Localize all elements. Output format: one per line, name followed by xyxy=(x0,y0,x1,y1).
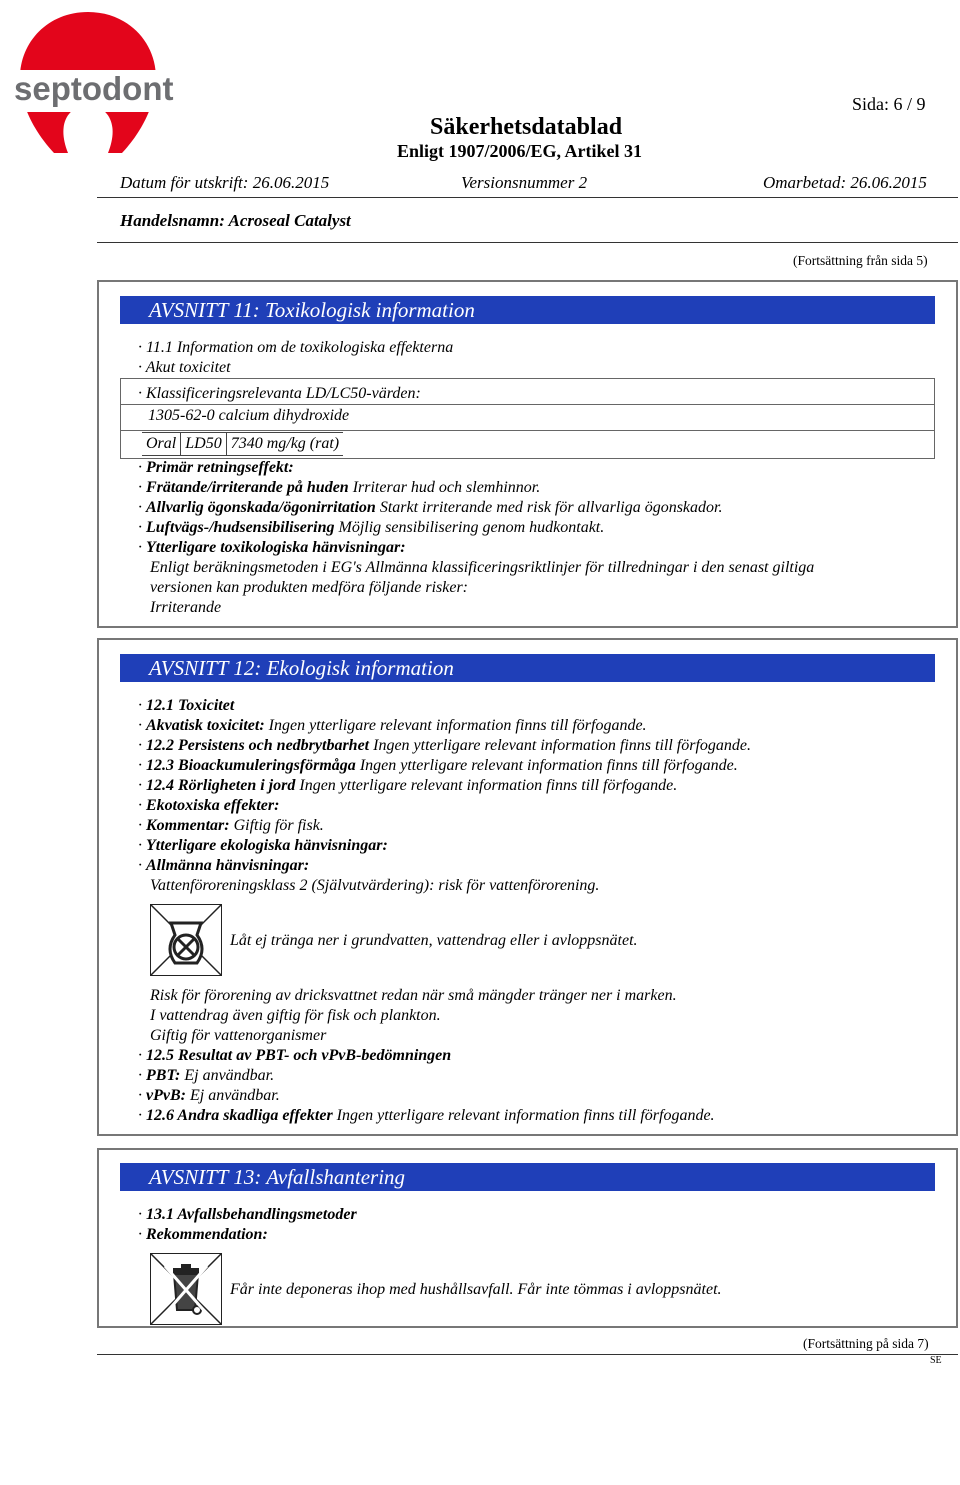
s11-para-1: Enligt beräkningsmetoden i EG's Allmänna klassificeringsriktlinjer för tillredningar i den senast giltiga xyxy=(150,559,815,576)
s12-line-8: · Ytterligare ekologiska hänvisningar: xyxy=(138,837,388,854)
s12-risk-1: Risk för förorening av dricksvattnet redan när små mängder tränger ner i marken. xyxy=(150,987,677,1004)
revised-date: Omarbetad: 26.06.2015 xyxy=(763,173,927,192)
crossed-bin-icon xyxy=(151,1254,221,1324)
s11-line-5: · Frätande/irriterande på huden Irriterar hud och slemhinnor. xyxy=(138,479,541,496)
s12-line-1: · 12.1 Toxicitet xyxy=(138,697,235,714)
s12-line-4: · 12.3 Bioackumuleringsförmåga Ingen ytterligare relevant information finns till förfogande. xyxy=(138,757,738,774)
s11-line-2: · Akut toxicitet xyxy=(138,359,231,376)
header-divider-2 xyxy=(97,242,958,243)
document-title: Säkerhetsdatablad xyxy=(430,114,623,140)
s12-line-14: · 12.6 Andra skadliga effekter Ingen ytterligare relevant information finns till förfogande. xyxy=(138,1107,715,1124)
page-number: Sida: 6 / 9 xyxy=(852,94,926,114)
s11-line-8: · Ytterligare toxikologiska hänvisningar: xyxy=(138,539,406,556)
ld50-route: Oral xyxy=(142,433,181,456)
s11-line-3: · Klassificeringsrelevanta LD/LC50-värden: xyxy=(138,385,421,402)
s11-line-6: · Allvarlig ögonskada/ögonirritation Starkt irriterande med risk för allvarliga ögonskador. xyxy=(138,499,723,516)
logo-text: septodont xyxy=(14,70,174,107)
s12-risk-2: I vattendrag även giftig för fisk och plankton. xyxy=(150,1007,441,1024)
continued-from: (Fortsättning från sida 5) xyxy=(793,253,928,268)
s12-line-12: · PBT: Ej användbar. xyxy=(138,1067,275,1084)
continued-to: (Fortsättning på sida 7) xyxy=(803,1336,929,1351)
s12-line-11: · 12.5 Resultat av PBT- och vPvB-bedömningen xyxy=(138,1047,452,1064)
footer-divider xyxy=(97,1354,958,1355)
s11-para-2: versionen kan produkten medföra följande risker: xyxy=(150,579,469,596)
no-drain-icon xyxy=(151,905,221,975)
s12-line-6: · Ekotoxiska effekter: xyxy=(138,797,280,814)
s11-para-3: Irriterande xyxy=(150,599,222,616)
ld50-type: LD50 xyxy=(181,433,226,456)
no-household-waste-pictogram xyxy=(150,1253,222,1325)
ld50-divider-2 xyxy=(120,430,935,431)
waste-pictogram-text: Får inte deponeras ihop med hushållsavfall. Får inte tömmas i avloppsnätet. xyxy=(230,1281,722,1298)
s12-line-5: · 12.4 Rörligheten i jord Ingen ytterligare relevant information finns till förfogande. xyxy=(138,777,678,794)
s11-line-7: · Luftvägs-/hudsensibilisering Möjlig sensibilisering genom hudkontakt. xyxy=(138,519,605,536)
substance-name: 1305-62-0 calcium dihydroxide xyxy=(148,407,350,424)
ld50-row xyxy=(142,433,343,456)
ld50-table xyxy=(142,432,343,456)
document-subtitle: Enligt 1907/2006/EG, Artikel 31 xyxy=(397,141,643,161)
s12-line-3: · 12.2 Persistens och nedbrytbarhet Ingen ytterligare relevant information finns till förfogande. xyxy=(138,737,752,754)
s12-risk-3: Giftig för vattenorganismer xyxy=(150,1027,327,1044)
language-code: SE xyxy=(930,1355,942,1366)
section-12-title: AVSNITT 12: Ekologisk information xyxy=(120,654,935,682)
septodont-logo xyxy=(8,8,174,158)
s12-line-13: · vPvB: Ej användbar. xyxy=(138,1087,280,1104)
s12-line-7: · Kommentar: Giftig för fisk. xyxy=(138,817,324,834)
version-number: Versionsnummer 2 xyxy=(461,173,588,192)
trade-name: Handelsnamn: Acroseal Catalyst xyxy=(120,211,351,230)
s13-line-2: · Rekommendation: xyxy=(138,1226,268,1243)
s11-line-1: · 11.1 Information om de toxikologiska effekterna xyxy=(138,339,454,356)
ld50-value: 7340 mg/kg (rat) xyxy=(226,433,343,456)
header-divider xyxy=(97,197,958,198)
water-pictogram-text: Låt ej tränga ner i grundvatten, vattendrag eller i avloppsnätet. xyxy=(230,932,638,949)
s12-line-2: · Akvatisk toxicitet: Ingen ytterligare relevant information finns till förfogande. xyxy=(138,717,647,734)
s12-line-9: · Allmänna hänvisningar: xyxy=(138,857,310,874)
section-11-title: AVSNITT 11: Toxikologisk information xyxy=(120,296,935,324)
no-water-drain-pictogram xyxy=(150,904,222,976)
ld50-divider xyxy=(120,404,935,405)
s13-line-1: · 13.1 Avfallsbehandlingsmetoder xyxy=(138,1206,357,1223)
ld50-row-table xyxy=(142,432,343,456)
s12-line-10: Vattenföroreningsklass 2 (Självutvärdering): risk för vattenförorening. xyxy=(150,877,600,894)
section-13-title: AVSNITT 13: Avfallshantering xyxy=(120,1163,935,1191)
s11-line-4: · Primär retningseffekt: xyxy=(138,459,294,476)
print-date: Datum för utskrift: 26.06.2015 xyxy=(120,173,330,192)
